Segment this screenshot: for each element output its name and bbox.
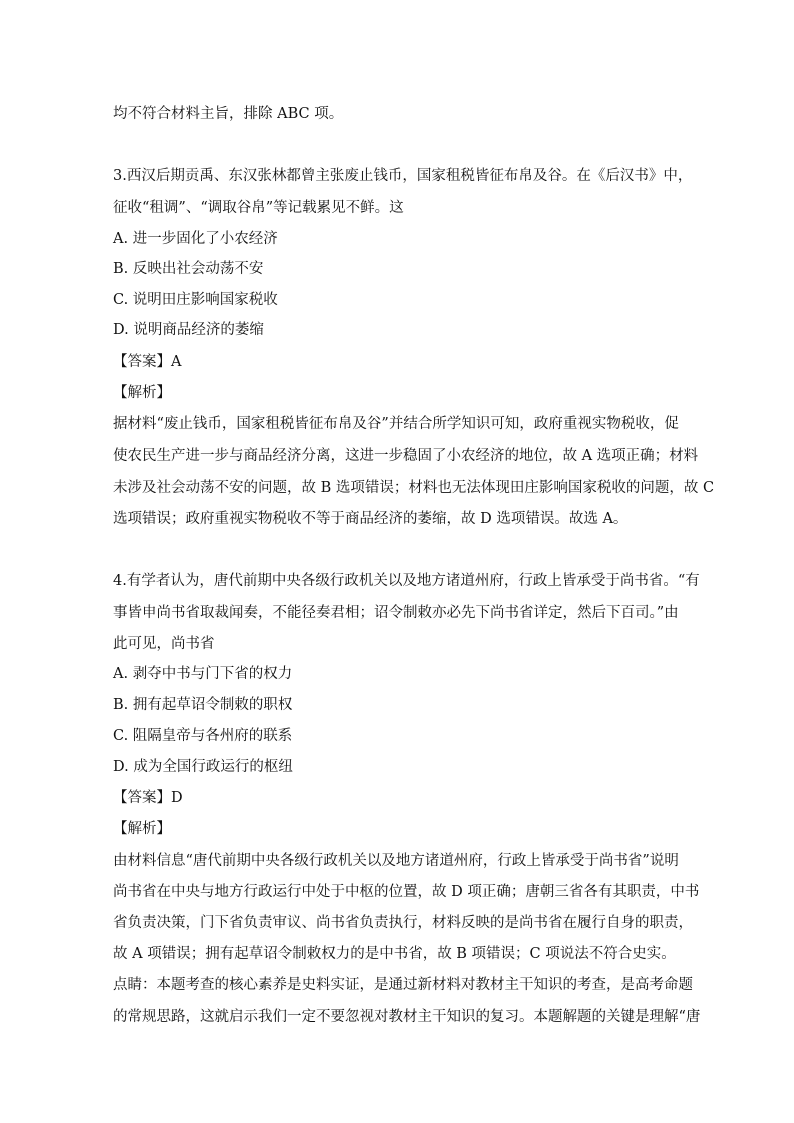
question-4-option-c: C. 阻隔皇帝与各州府的联系 — [113, 728, 293, 744]
text-line: 均不符合材料主旨，排除 ABC 项。 — [113, 106, 344, 122]
question-4-option-a: A. 剥夺中书与门下省的权力 — [113, 666, 293, 682]
question-3-analysis-heading: 【解析】 — [113, 385, 171, 401]
question-4-option-d: D. 成为全国行政运行的枢纽 — [113, 759, 293, 775]
question-3-option-c: C. 说明田庄影响国家税收 — [113, 292, 278, 308]
question-4-analysis-heading: 【解析】 — [113, 821, 171, 837]
question-4-stem: 此可见，尚书省 — [113, 636, 215, 652]
question-4-analysis: 故 A 项错误；拥有起草诏令制敕权力的是中书省，故 B 项错误；C 项说法不符合史实。 — [113, 946, 676, 962]
question-3-answer: 【答案】A — [113, 354, 182, 370]
question-3-stem: 3.西汉后期贡禹、东汉张林都曾主张废止钱币，国家租税皆征布帛及谷。在《后汉书》中， — [113, 168, 693, 184]
question-4-option-b: B. 拥有起草诏令制敕的职权 — [113, 697, 293, 713]
question-3-analysis: 使农民生产进一步与商品经济分离，这进一步稳固了小农经济的地位，故 A 选项正确；材料 — [113, 448, 699, 464]
question-4-analysis: 由材料信息“唐代前期中央各级行政机关以及地方诸道州府，行政上皆承受于尚书省”说明 — [113, 853, 679, 869]
question-4-analysis: 省负责决策，门下省负责审议、尚书省负责执行，材料反映的是尚书省在履行自身的职责， — [113, 915, 693, 931]
question-4-tip: 点睛：本题考查的核心素养是史料实证，是通过新材料对教材主干知识的考查，是高考命题 — [113, 977, 693, 993]
question-3-option-a: A. 进一步固化了小农经济 — [113, 231, 278, 247]
question-3-stem: 征收“租调”、“调取谷帛”等记载累见不鲜。这 — [113, 200, 404, 216]
question-4-stem: 事皆申尚书省取裁闻奏，不能径奏君相；诏令制敕亦必先下尚书省详定，然后下百司。”由 — [113, 605, 679, 621]
question-3-analysis: 据材料“废止钱币，国家租税皆征布帛及谷”并结合所学知识可知，政府重视实物税收，促 — [113, 416, 679, 432]
question-4-answer: 【答案】D — [113, 790, 183, 806]
question-4-analysis: 尚书省在中央与地方行政运行中处于中枢的位置，故 D 项正确；唐朝三省各有其职责，中书 — [113, 884, 700, 900]
question-4-tip: 的常规思路，这就启示我们一定不要忽视对教材主干知识的复习。本题解题的关键是理解“唐 — [113, 1009, 701, 1025]
question-3-option-b: B. 反映出社会动荡不安 — [113, 261, 264, 277]
question-4-stem: 4.有学者认为，唐代前期中央各级行政机关以及地方诸道州府，行政上皆承受于尚书省。“有 — [113, 573, 700, 589]
question-3-option-d: D. 说明商品经济的萎缩 — [113, 322, 264, 338]
question-3-analysis: 选项错误；政府重视实物税收不等于商品经济的萎缩，故 D 选项错误。故选 A。 — [113, 511, 628, 527]
question-3-analysis: 未涉及社会动荡不安的问题，故 B 选项错误；材料也无法体现田庄影响国家税收的问题，故 C — [113, 480, 715, 496]
